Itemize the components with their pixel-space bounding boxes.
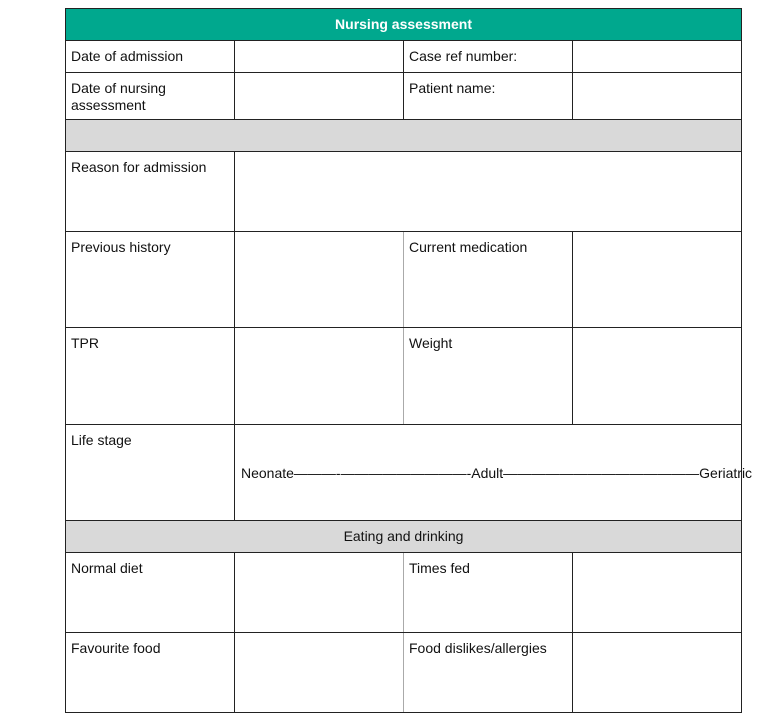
food-dislikes-allergies-label: Food dislikes/allergies [404,633,573,713]
times-fed-field[interactable] [573,553,742,633]
tpr-field[interactable] [235,328,404,425]
date-of-nursing-assessment-label: Date of nursing assessment [66,73,235,120]
nursing-assessment-form [65,8,753,713]
favourite-food-field[interactable] [235,633,404,713]
date-of-admission-label: Date of admission [66,41,235,73]
weight-field[interactable] [573,328,742,425]
patient-name-field[interactable] [573,73,742,120]
times-fed-label: Times fed [404,553,573,633]
patient-name-label: Patient name: [404,73,573,120]
food-dislikes-allergies-field[interactable] [573,633,742,713]
weight-label: Weight [404,328,573,425]
life-stage-label: Life stage [66,425,235,521]
tpr-label: TPR [66,328,235,425]
date-of-nursing-assessment-field[interactable] [235,73,404,120]
section-divider-blank [66,120,742,152]
case-ref-number-label: Case ref number: [404,41,573,73]
eating-and-drinking-heading: Eating and drinking [66,521,742,553]
previous-history-field[interactable] [235,232,404,328]
case-ref-number-field[interactable] [573,41,742,73]
reason-for-admission-label: Reason for admission [66,152,235,232]
favourite-food-label: Favourite food [66,633,235,713]
date-of-admission-field[interactable] [235,41,404,73]
current-medication-label: Current medication [404,232,573,328]
normal-diet-field[interactable] [235,553,404,633]
form-title: Nursing assessment [66,9,742,41]
normal-diet-label: Normal diet [66,553,235,633]
life-stage-scale[interactable]: Neonate———-—————————-Adult——————————————Geriatric [235,425,742,521]
current-medication-field[interactable] [573,232,742,328]
previous-history-label: Previous history [66,232,235,328]
reason-for-admission-field[interactable] [235,152,742,232]
